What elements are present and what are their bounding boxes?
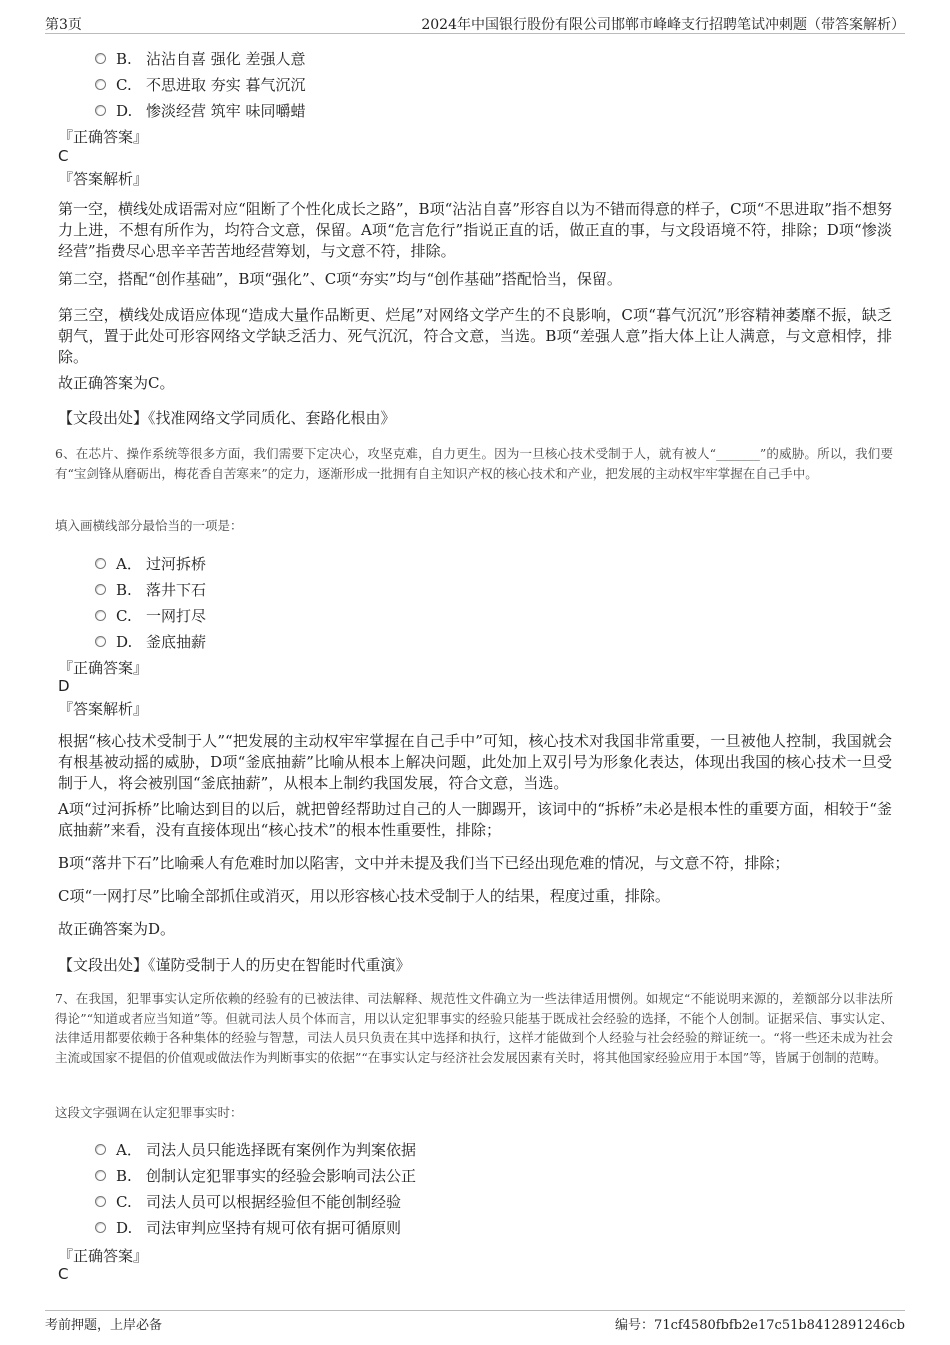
q6-answer-label: 『正确答案』 <box>58 659 149 677</box>
q6-analysis-conclusion: 故正确答案为D。 <box>58 920 176 938</box>
q6-analysis-paragraph: B项“落井下石”比喻乘人有危难时加以陷害，文中并未提及我们当下已经出现危难的情况，与文意不符，排除； <box>58 854 790 872</box>
option-letter: D. <box>116 101 133 120</box>
option-text: 司法人员可以根据经验但不能创制经验 <box>146 1193 402 1211</box>
q5-option-b[interactable] <box>95 48 306 69</box>
radio-icon[interactable] <box>95 1170 106 1181</box>
q6-option-b[interactable] <box>95 579 206 600</box>
option-letter: D. <box>116 632 133 651</box>
option-letter: A． <box>116 1141 142 1159</box>
q5-source: 【文段出处】《找准网络文学同质化、套路化根由》 <box>58 409 396 427</box>
q5-analysis-paragraph: 第三空，横线处成语应体现“造成大量作品断更、烂尾”对网络文学产生的不良影响，C项“暮气沉沉”形容精神萎靡不振，缺乏朝气，置于此处可形容网络文学缺乏活力、死气沉沉，符合文意，当选。B项“差强人意”指大体上让人满意，与文意相悖，排除。 <box>58 306 892 366</box>
q6-analysis-paragraph: C项“一网打尽”比喻全部抓住或消灭，用以形容核心技术受制于人的结果，程度过重，排除。 <box>58 887 670 905</box>
option-text: 创制认定犯罪事实的经验会影响司法公正 <box>146 1167 417 1185</box>
q6-analysis-label: 『答案解析』 <box>58 700 149 718</box>
q5-analysis-label: 『答案解析』 <box>58 170 149 188</box>
radio-icon[interactable] <box>95 610 106 621</box>
q7-question: 7、在我国，犯罪事实认定所依赖的经验有的已被法律、司法解释、规范性文件确立为一些法律适用惯例。如规定“不能说明来源的，差额部分以非法所得论”“知道或者应当知道”等。但就司法人员个体而言，用以认定犯罪事实的经验只能基于既成社会经验的选择，不能个人创制。证据采信、事实认定、法律适用都要依赖于各种集体的经验与智慧，司法人员只负责在其中选择和执行，这样才能做到个人经验与社会经验的辩证统一。“将一些还未成为社会主流或国家不提倡的价值观或做法作为判断事实的依据”“在事实认定与经济社会发展因素有关时，将其他国家经验应用于本国”等，皆属于创制的范畴。 <box>55 991 893 1065</box>
q6-prompt: 填入画横线部分最恰当的一项是： <box>55 518 243 533</box>
q5-answer: C <box>58 147 69 165</box>
option-letter: C. <box>116 75 132 94</box>
q6-question: 6、在芯片、操作系统等很多方面，我们需要下定决心，攻坚克难，自力更生。因为一旦核心技术受制于人，就有被人“_______”的威胁。所以，我们要有“宝剑锋从磨砺出，梅花香自苦寒来”的定力，逐渐形成一批拥有自主知识产权的核心技术和产业，把发展的主动权牢牢掌握在自己手中。 <box>55 446 893 481</box>
option-text: 司法人员只能选择既有案例作为判案依据 <box>146 1141 417 1159</box>
radio-icon[interactable] <box>95 53 106 64</box>
radio-icon[interactable] <box>95 79 106 90</box>
radio-icon[interactable] <box>95 1222 106 1233</box>
q5-option-c[interactable] <box>95 74 306 95</box>
option-text: 一网打尽 <box>146 607 207 625</box>
q6-option-a[interactable] <box>95 553 206 574</box>
q5-option-d[interactable] <box>95 100 306 121</box>
option-text: 不思进取 夯实 暮气沉沉 <box>146 76 306 94</box>
header-divider <box>45 33 905 34</box>
q6-analysis-paragraph: 根据“核心技术受制于人”“把发展的主动权牢牢掌握在自己手中”可知，核心技术对我国非常重要，一旦被他人控制，我国就会有根基被动摇的威胁，D项“釜底抽薪”比喻从根本上解决问题，此处加上双引号为形象化表达，体现出我国的核心技术一旦受制于人，将会被别国“釜底抽薪”，从根本上制约我国发展，符合文意，当选。 <box>58 732 892 792</box>
q5-analysis-paragraph: 第二空，搭配“创作基础”，B项“强化”、C项“夯实”均与“创作基础”搭配恰当，保留。 <box>58 270 622 288</box>
radio-icon[interactable] <box>95 1144 106 1155</box>
radio-icon[interactable] <box>95 105 106 116</box>
option-letter: D. <box>116 1218 133 1237</box>
q6-answer: D <box>58 677 70 695</box>
q7-option-a[interactable] <box>95 1139 416 1160</box>
option-letter: C. <box>116 606 132 625</box>
footer-slogan: 考前押题，上岸必备 <box>45 1318 163 1333</box>
document-title: 2024年中国银行股份有限公司邯郸市峰峰支行招聘笔试冲刺题（带答案解析） <box>421 17 905 33</box>
q5-analysis-paragraph: 第一空，横线处成语需对应“阻断了个性化成长之路”，B项“沾沾自喜”形容自以为不错而得意的样子，C项“不思进取”指不想努力上进，不想有所作为，均符合文意，保留。A项“危言危行”指说正直的话，做正直的事，与文段语境不符，排除；D项“惨淡经营”指费尽心思辛辛苦苦地经营筹划，与文意不符，排除。 <box>58 200 892 260</box>
q5-analysis-conclusion: 故正确答案为C。 <box>58 374 175 392</box>
q6-option-c[interactable] <box>95 605 206 626</box>
q5-answer-label: 『正确答案』 <box>58 128 149 146</box>
radio-icon[interactable] <box>95 636 106 647</box>
q7-option-b[interactable] <box>95 1165 416 1186</box>
option-letter: B. <box>116 1166 132 1185</box>
option-letter: A． <box>116 555 142 573</box>
q7-answer: C <box>58 1265 69 1283</box>
q7-answer-label: 『正确答案』 <box>58 1247 149 1265</box>
page-number: 第3页 <box>45 17 82 33</box>
q7-option-d[interactable] <box>95 1217 401 1238</box>
radio-icon[interactable] <box>95 558 106 569</box>
q6-option-d[interactable] <box>95 631 206 652</box>
option-text: 沾沾自喜 强化 差强人意 <box>146 50 306 68</box>
option-letter: B. <box>116 580 132 599</box>
option-letter: C. <box>116 1192 132 1211</box>
radio-icon[interactable] <box>95 584 106 595</box>
q6-source: 【文段出处】《谨防受制于人的历史在智能时代重演》 <box>58 956 411 974</box>
option-text: 落井下石 <box>146 581 207 599</box>
q7-prompt: 这段文字强调在认定犯罪事实时： <box>55 1105 243 1120</box>
option-text: 釜底抽薪 <box>146 633 207 651</box>
footer-divider <box>45 1310 905 1311</box>
q7-option-c[interactable] <box>95 1191 401 1212</box>
option-text: 司法审判应坚持有规可依有据可循原则 <box>146 1219 402 1237</box>
option-letter: B. <box>116 49 132 68</box>
option-text: 过河拆桥 <box>146 555 207 573</box>
radio-icon[interactable] <box>95 1196 106 1207</box>
option-text: 惨淡经营 筑牢 味同嚼蜡 <box>146 102 306 120</box>
q6-analysis-paragraph: A项“过河拆桥”比喻达到目的以后，就把曾经帮助过自己的人一脚踢开，该词中的“拆桥”未必是根本性的重要方面，相较于“釜底抽薪”来看，没有直接体现出“核心技术”的根本性重要性，排除； <box>58 800 892 839</box>
document-id: 编号：71cf4580fbfb2e17c51b8412891246cb <box>615 1318 905 1333</box>
